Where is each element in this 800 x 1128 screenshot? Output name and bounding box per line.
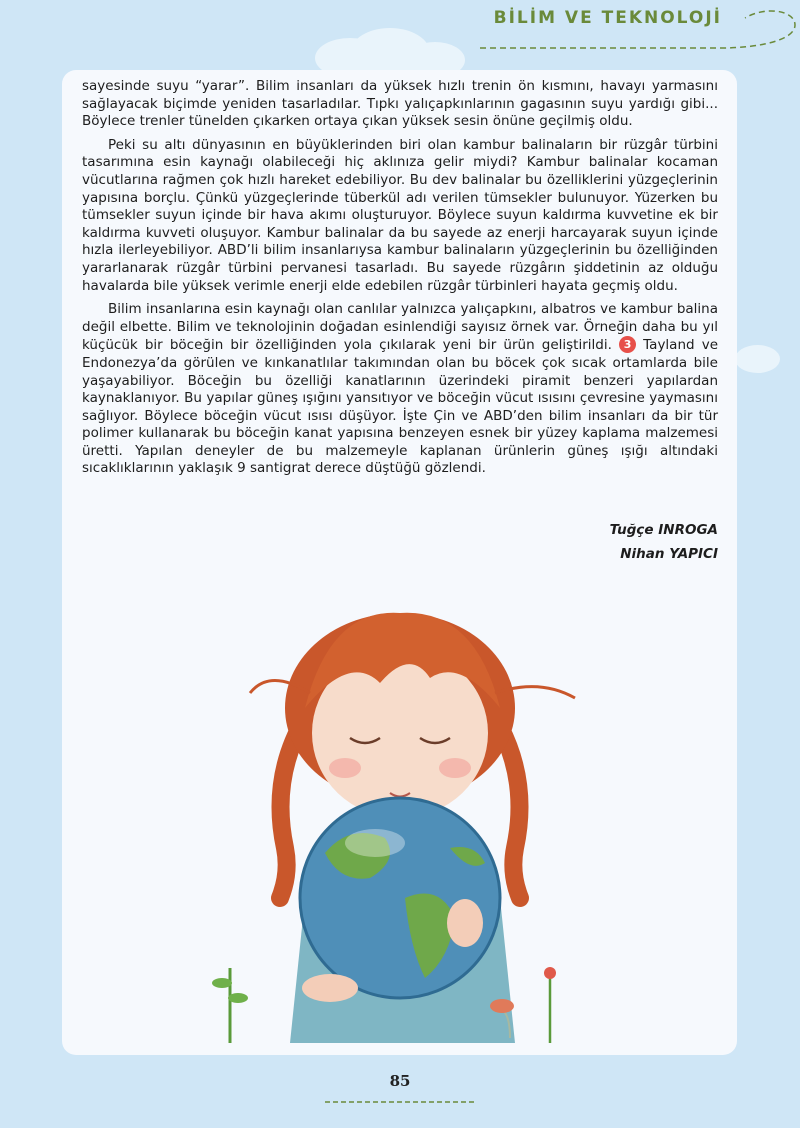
author-name: Tuğçe INROGA [609, 522, 718, 538]
paragraph-3-part-2: Tayland ve Endonezya’da görülen ve kınkanatlılar takımından olan bu böcek çok sıcak ortamlarda bile yaşayabiliyor. Böceğin bu özelliği kanatlarının üzerindeki piramit benzeri yapılardan kaynaklanıyor. Bu yapılar güneş ışığını yansıtıyor ve böceğin vücut ısısını çevresine yaymasını sağlıyor. Böylece böceğin vücut ısısı düşüyor. İşte Çin ve ABD’den bilim insanları da bir tür polimer kullanarak bu böceğin kanat yapısına benzeyen esnek bir yüzey kaplama malzemesi üretti. Yapılan deneyler de bu malzemeyle kaplanan ürünlerin güneş ışığı altındaki sıcaklıklarının yaklaşık 9 santigrat derece düştüğü gözlendi. [82, 337, 719, 477]
paragraph-1: sayesinde suyu “yarar”. Bilim insanları da yüksek hızlı trenin ön kısmını, havayı yarmasını sağlayacak biçimde yeniden tasarladılar. Tıpkı yalıçapkınlarının gagasının suyu yardığı gibi... Böylece trenler tünelden çıkarken ortaya çıkan yüksek sesin önüne geçilmiş oldu. [82, 78, 718, 130]
paragraph-3 [82, 301, 718, 478]
marker-badge: 3 [619, 336, 636, 353]
section-title: BİLİM VE TEKNOLOJİ [493, 8, 722, 28]
footer-dashed-line [325, 1100, 475, 1104]
author-name: Nihan YAPICI [620, 546, 718, 562]
paragraph-2: Peki su altı dünyasının en büyüklerinden biri olan kambur balinaların bir rüzgâr türbini tasarımına esin kaynağı olabileceği hiç aklınıza gelir miydi? Kambur balinalar kocaman vücutlarına rağmen çok hızlı hareket edebiliyor. Bu dev balinalar bu özelliklerini yüzgeçlerinin yapısına borçlu. Çünkü yüzgeçlerinde tüberkül adı verilen tümsekler bulunuyor. Yüzerken bu tümsekler suyun içinde bir hava akımı oluşturuyor. Böylece suyun kaldırma kuvvetine ek bir kaldırma kuvveti oluşuyor. Kambur balinalar da bu sayede az enerji harcayarak suyun içinde hızla ilerleyebiliyor. ABD’li bilim insanlarıysa kambur balinaların yüzgeçlerinin bu özelliğinden yararlanarak rüzgâr türbini pervanesi tasarladı. Bu sayede rüzgârın şiddetinin az olduğu havalarda bile yüksek verimle enerji elde edebilen rüzgâr türbinleri hayata geçmiş oldu. [82, 136, 718, 294]
paragraph-3-part-1: Bilim insanlarına esin kaynağı olan canlılar yalnızca yalıçapkını, albatros ve kambur balina değil elbette. Bilim ve teknolojinin doğadan esinlendiği sayısız örnek var. Örneğin daha bu yıl küçücük bir böceğin bir özelliğinden yola çıkılarak yeni bir ürün geliştirildi. [82, 301, 718, 354]
cloud-decoration [735, 345, 780, 373]
article-body [82, 78, 718, 484]
girl-holding-earth-illustration [210, 598, 590, 1048]
page-number: 85 [389, 1072, 411, 1090]
